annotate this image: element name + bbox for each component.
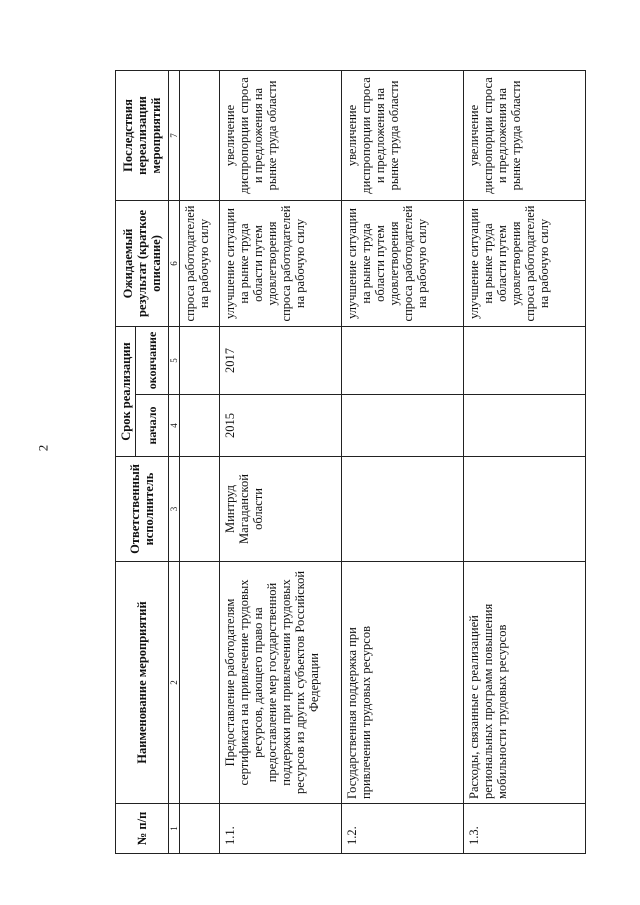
row-start	[342, 395, 464, 457]
measures-table	[115, 70, 586, 854]
row-name: Предоставление работодателям сертификата на привлечение трудовых ресурсов, дающего право на предоставление мер государственной поддержки при привлечении трудовых ресурсов из других субъектов Российской Федерации	[220, 562, 342, 804]
row-executor	[342, 457, 464, 562]
header-name: Наименование мероприятий	[116, 562, 169, 804]
row-end	[342, 326, 464, 394]
column-number: 5	[169, 326, 180, 394]
row-consequences: увеличение диспропорции спроса и предложения на рынке труда области	[220, 70, 342, 200]
header-executor: Ответственный исполнитель	[116, 457, 169, 562]
column-number: 2	[169, 562, 180, 804]
row-executor	[464, 457, 586, 562]
row-result: улучшение ситуации на рынке труда области путем удовлетворения спроса работодателей на рабочую силу	[464, 200, 586, 326]
table-row	[464, 70, 586, 853]
table-row	[342, 70, 464, 853]
row-end: 2017	[220, 326, 342, 394]
column-number: 1	[169, 804, 180, 854]
table-row	[220, 70, 342, 853]
measures-table-wrapper	[115, 71, 585, 854]
row-result: улучшение ситуации на рынке труда области путем удовлетворения спроса работодателей на рабочую силу	[220, 200, 342, 326]
row-num: 1.3.	[464, 804, 586, 854]
continuation-result: спроса работодателей на рабочую силу	[180, 200, 220, 326]
column-number: 6	[169, 200, 180, 326]
row-result: улучшение ситуации на рынке труда области путем удовлетворения спроса работодателей на рабочую силу	[342, 200, 464, 326]
header-period: Срок реализации	[116, 326, 136, 456]
row-executor: Минтруд Магаданской области	[220, 457, 342, 562]
header-num: № п/п	[116, 804, 169, 854]
header-end: окончание	[136, 326, 169, 394]
row-start	[464, 395, 586, 457]
page-number: 2	[35, 444, 51, 452]
row-num: 1.1.	[220, 804, 342, 854]
row-name: Расходы, связанные с реализацией региональных программ повышения мобильности трудовых ресурсов	[464, 562, 586, 804]
row-num: 1.2.	[342, 804, 464, 854]
header-result: Ожидаемый результат (краткое описание)	[116, 200, 169, 326]
column-number: 4	[169, 395, 180, 457]
row-start: 2015	[220, 395, 342, 457]
row-consequences: увеличение диспропорции спроса и предложения на рынке труда области	[464, 70, 586, 200]
header-start: начало	[136, 395, 169, 457]
column-number: 7	[169, 70, 180, 200]
row-end	[464, 326, 586, 394]
column-numbers-row	[169, 70, 180, 853]
row-consequences: увеличение диспропорции спроса и предложения на рынке труда области	[342, 70, 464, 200]
column-number: 3	[169, 457, 180, 562]
row-name: Государственная поддержка при привлечении трудовых ресурсов	[342, 562, 464, 804]
header-consequences: Последствия нереализации мероприятий	[116, 70, 169, 200]
continuation-row	[180, 70, 220, 853]
